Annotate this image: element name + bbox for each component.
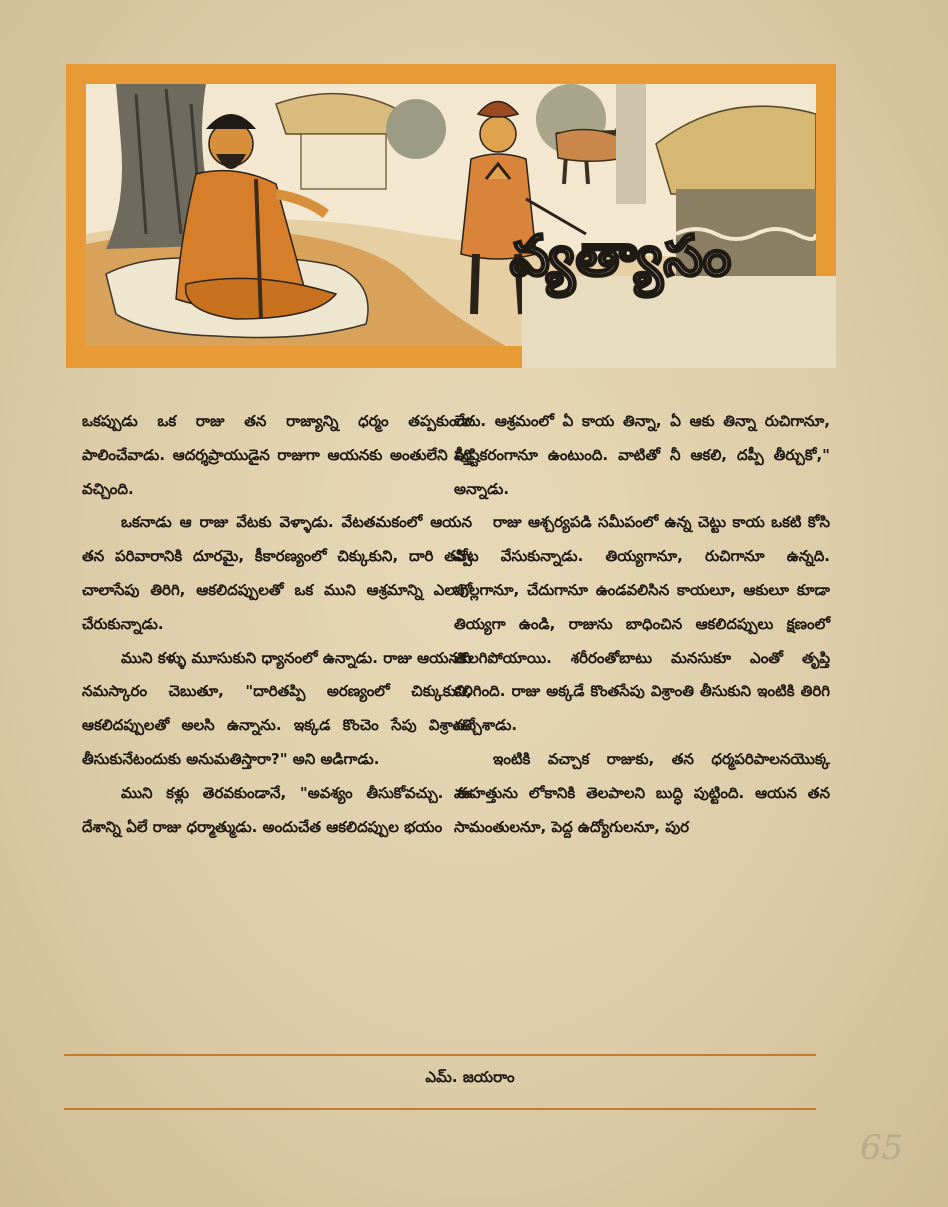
page-number: 65 <box>860 1128 904 1168</box>
story-title: వ్యత్యాసం <box>509 224 733 289</box>
right-column <box>454 405 830 844</box>
author-credit: ఎమ్. జయరాం <box>425 1068 515 1086</box>
paragraph: ముని కళ్ళు మూసుకుని ధ్యానంలో ఉన్నాడు. రాజు ఆయనకు నమస్కారం చెబుతూ, "దారితప్పి అరణ్యంలో చిక్కుకుని, ఆకలిదప్పులతో అలసి ఉన్నాను. ఇక్కడ కొంచెం సేపు విశ్రాంతి తీసుకునేటందుకు అనుమతిస్తారా?" అని అడిగాడు. <box>82 648 472 768</box>
paragraph: రాజు ఆశ్చర్యపడి సమీపంలో ఉన్న చెట్టు కాయ ఒకటి కోసి నోట వేసుకున్నాడు. తియ్యగానూ, రుచిగానూ ఉన్నది. పుల్లగానూ, చేదుగానూ ఉండవలిసిన కాయలూ, ఆకులూ కూడా తియ్యగా ఉండి, రాజును బాధించిన ఆకలిదప్పులు క్షణంలో తొలగిపోయాయి. శరీరంతోబాటు మనసుకూ ఎంతో తృప్తి కలిగింది. రాజు అక్కడే కొంతసేపు విశ్రాంతి తీసుకుని ఇంటికి తిరిగి వచ్చేశాడు. <box>454 513 830 735</box>
paragraph: ఒకప్పుడు ఒక రాజు తన రాజ్యాన్ని ధర్మం తప్పకుండా పాలించేవాడు. ఆదర్శప్రాయుడైన రాజుగా ఆయనకు అంతులేని కీర్తి వచ్చింది. <box>82 412 472 498</box>
footer-rule-bottom <box>64 1108 816 1110</box>
left-column <box>82 405 472 844</box>
footer-rule-top <box>64 1054 816 1056</box>
paragraph: ముని కళ్లు తెరవకుండానే, "అవశ్యం తీసుకోవచ్చు. ఈ దేశాన్ని ఏలే రాజు ధర్మాత్ముడు. అందుచేత ఆకలిదప్పుల భయం <box>82 783 472 836</box>
paragraph: లేదు. ఆశ్రమంలో ఏ కాయ తిన్నా, ఏ ఆకు తిన్నా రుచిగానూ, పుష్టికరంగానూ ఉంటుంది. వాటితో నీ ఆకలి, దప్పీ తీర్చుకో," అన్నాడు. <box>454 412 830 498</box>
header-banner <box>66 64 836 368</box>
paragraph: ఇంటికి వచ్చాక రాజుకు, తన ధర్మపరిపాలనయొక్క మహత్తును లోకానికి తెలపాలని బుద్ధి పుట్టింది. ఆయన తన సామంతులనూ, పెద్ద ఉద్యోగులనూ, పుర <box>454 749 830 836</box>
paragraph: ఒకనాడు ఆ రాజు వేటకు వెళ్ళాడు. వేటతమకంలో ఆయన తన పరివారానికి దూరమై, కీకారణ్యంలో చిక్కుకుని, దారి తప్పి చాలాసేపు తిరిగి, ఆకలిదప్పులతో ఒక ముని ఆశ్రమాన్ని ఎలాగో చేరుకున్నాడు. <box>82 513 472 633</box>
